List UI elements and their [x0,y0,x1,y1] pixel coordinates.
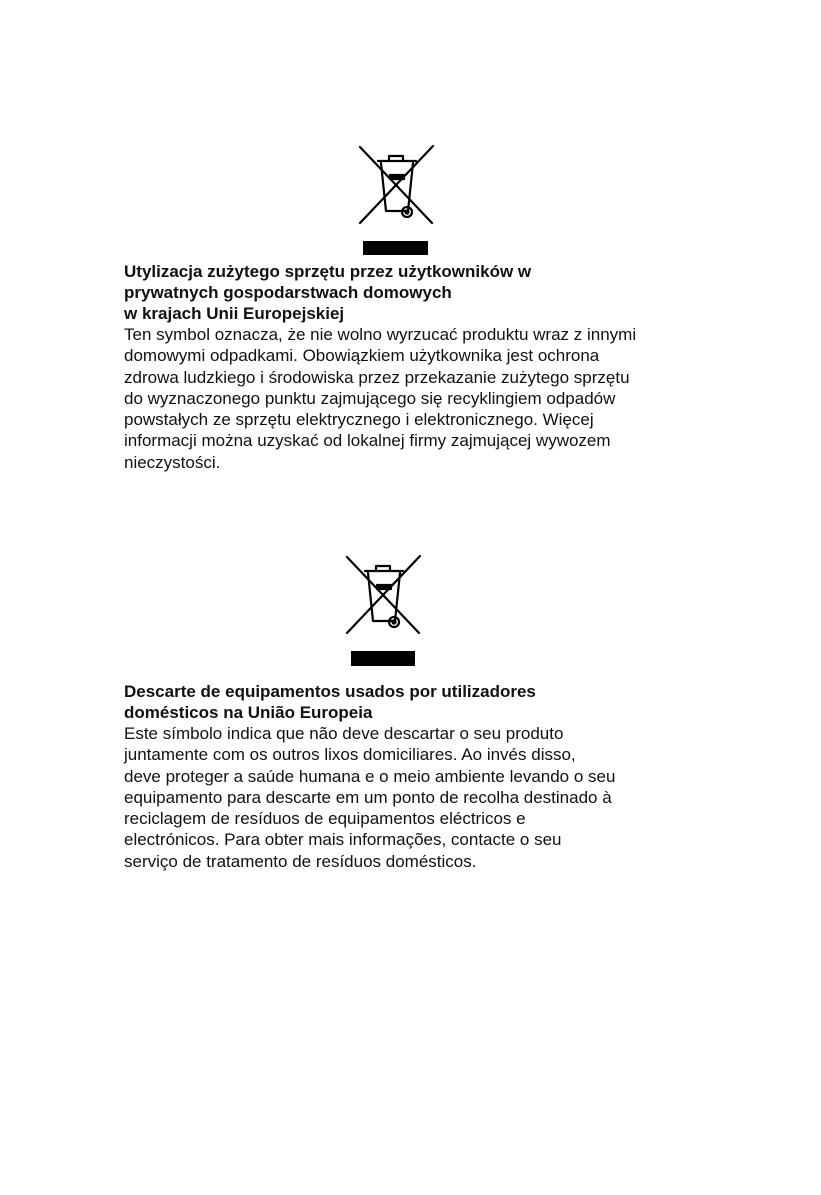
body-line: powstałych ze sprzętu elektrycznego i elektronicznego. Więcej [124,410,594,430]
body-line: Este símbolo indica que não deve descartar o seu produto [124,724,564,743]
body-line: domowymi odpadkami. Obowiązkiem użytkownika jest ochrona [124,346,600,366]
notice-polish [124,261,724,473]
title-line: prywatnych gospodarstwach domowych [124,283,452,302]
notice-title [124,681,724,723]
body-line: do wyznaczonego punktu zajmującego się recyklingiem odpadów [124,388,616,408]
body-line: reciclagem de resíduos de equipamentos eléctricos e [124,809,526,829]
notice-body [124,324,724,473]
crossed-out-wheeled-bin-icon [343,553,423,637]
body-line: deve proteger a saúde humana e o meio ambiente levando o seu [124,766,616,786]
notice-portuguese [124,681,724,872]
title-line: domésticos na União Europeia [124,703,373,722]
body-line: informacji można uzyskać od lokalnej firmy zajmującej wywozem [124,431,611,451]
body-line: Ten symbol oznacza, że nie wolno wyrzucać produktu wraz z innymi [124,325,637,344]
notice-title [124,261,724,324]
body-line: electrónicos. Para obter mais informações, contacte o seu [124,830,562,850]
title-line: Descarte de equipamentos usados por utilizadores [124,682,536,701]
body-line: juntamente com os outros lixos domiciliares. Ao invés disso, [124,745,576,765]
title-line: w krajach Unii Europejskiej [124,304,345,323]
notice-body [124,723,724,872]
title-line: Utylizacja zużytego sprzętu przez użytkowników w [124,262,532,281]
weee-bar-marking [363,241,428,255]
body-line: serviço de tratamento de resíduos domésticos. [124,851,477,871]
body-line: zdrowa ludzkiego i środowiska przez przekazanie zużytego sprzętu [124,367,630,387]
body-line: equipamento para descarte em um ponto de recolha destinado à [124,787,612,807]
body-line: nieczystości. [124,452,221,472]
weee-bar-marking [351,651,415,666]
crossed-out-wheeled-bin-icon [356,143,436,227]
